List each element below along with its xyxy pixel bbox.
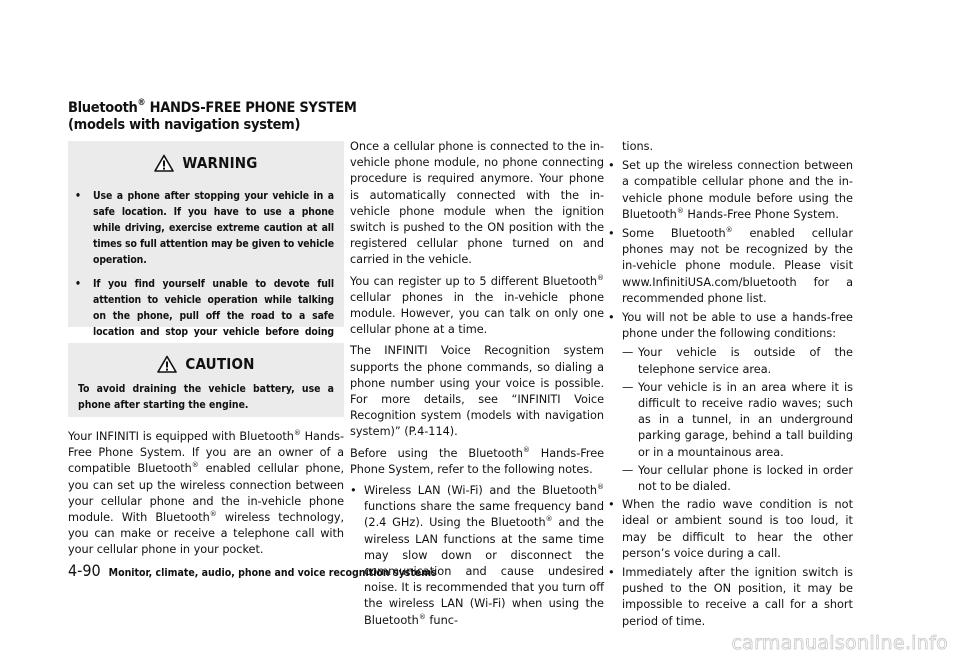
column-1 <box>68 429 344 564</box>
caution-header <box>68 343 344 375</box>
page-number: 4-90 <box>68 561 101 580</box>
warning-triangle-icon <box>154 154 174 172</box>
column-3 <box>608 139 853 633</box>
paragraph: You can register up to 5 different Bluetooth® cellular phones in the in-vehicle phone module. However, you can talk on only one cellular phone at a time. <box>350 273 604 337</box>
watermark: carmanualsonline.info <box>731 632 948 654</box>
sub-list-item: — Your vehicle is in an area where it is difficult to receive radio waves; such as in a tunnel, in an underground parking garage, behind a tall building or in a mountainous area. <box>622 380 853 461</box>
page-title: Bluetooth® HANDS-FREE PHONE SYSTEM (models with navigation system) <box>68 98 357 133</box>
list-item: • Some Bluetooth® enabled cellular phones may not be recognized by the in-vehicle phone module. Please visit www.InfinitiUSA.com/bluetooth for a recommended phone list. <box>608 226 853 307</box>
caution-triangle-icon <box>157 355 177 373</box>
bullet: • <box>608 227 615 241</box>
warning-label: WARNING <box>182 154 258 172</box>
list-item: • Set up the wireless connection between a compatible cellular phone and the in-vehicle phone module before using the Bluetooth® Hands-Free Phone System. <box>608 158 853 223</box>
paragraph: Once a cellular phone is connected to the in-vehicle phone module, no phone connecting procedure is required anymore. Your phone is automatically connected with the in-vehicle phone module when the ignition switch is pushed to the ON position with the registered cellular phone turned on and carried in the vehicle. <box>350 140 604 267</box>
continued-text: tions. <box>622 140 654 153</box>
warning-header <box>68 141 344 176</box>
sub-list-item: — Your cellular phone is locked in order not to be dialed. <box>622 463 853 495</box>
caution-text: To avoid draining the vehicle battery, use a phone after starting the engine. <box>78 383 334 411</box>
bullet: • <box>75 190 81 202</box>
list-item: • Wireless LAN (Wi-Fi) and the Bluetooth® functions share the same frequency band (2.4 GHz). Using the Bluetooth® and the wireless LAN functions at the same time may slow down or disconnect the communication and cause undesired noise. It is recommended that you turn off the wireless LAN (Wi-Fi) when using the Bluetooth® func- <box>350 483 604 629</box>
caution-label: CAUTION <box>185 355 255 373</box>
paragraph: The INFINITI Voice Recognition system supports the phone commands, so dialing a phone number using your voice is possible. For more details, see “INFINITI Voice Recognition system (models with navigation system)” (P.4-114). <box>350 344 604 439</box>
dash: — <box>622 380 634 394</box>
page-footer <box>68 561 437 580</box>
bullet: • <box>608 566 615 580</box>
sub-list-item: — Your vehicle is outside of the telephone service area. <box>622 345 853 377</box>
list-item: • Immediately after the ignition switch is pushed to the ON position, it may be impossible to receive a call for a short period of time. <box>608 565 853 630</box>
bullet: • <box>350 484 357 498</box>
dash: — <box>622 463 634 477</box>
bullet: • <box>608 498 615 512</box>
bullet: • <box>75 278 81 290</box>
warning-box <box>68 141 344 338</box>
caution-box <box>68 343 344 417</box>
dash: — <box>622 346 634 360</box>
warning-item: • Use a phone after stopping your vehicle in a safe location. If you have to use a phone while driving, exercise extreme caution at all times so full attention may be given to vehicle operation. <box>68 188 344 268</box>
warning-item: • If you find yourself unable to devote full attention to vehicle operation while talking on the phone, pull off the road to a safe location and stop your vehicle before doing <box>68 276 344 356</box>
column-2 <box>350 139 604 632</box>
list-item: • When the radio wave condition is not ideal or ambient sound is too loud, it may be difficult to hear the other person’s voice during a call. <box>608 497 853 562</box>
bullet: • <box>608 311 615 325</box>
list-item: • You will not be able to use a hands-free phone under the following conditions: <box>608 310 853 342</box>
section-title: Monitor, climate, audio, phone and voice recognition systems <box>108 567 437 579</box>
intro-paragraph: Your INFINITI is equipped with Bluetooth® Hands-Free Phone System. If you are an owner of a compatible Bluetooth® enabled cellular phone, you can set up the wireless connection between your cellular phone and the in-vehicle phone module. With Bluetooth® wireless technology, you can make or receive a telephone call with your cellular phone in your pocket. <box>68 429 344 557</box>
paragraph: Before using the Bluetooth® Hands-Free Phone System, refer to the following notes. <box>350 445 604 476</box>
bullet: • <box>608 159 615 173</box>
